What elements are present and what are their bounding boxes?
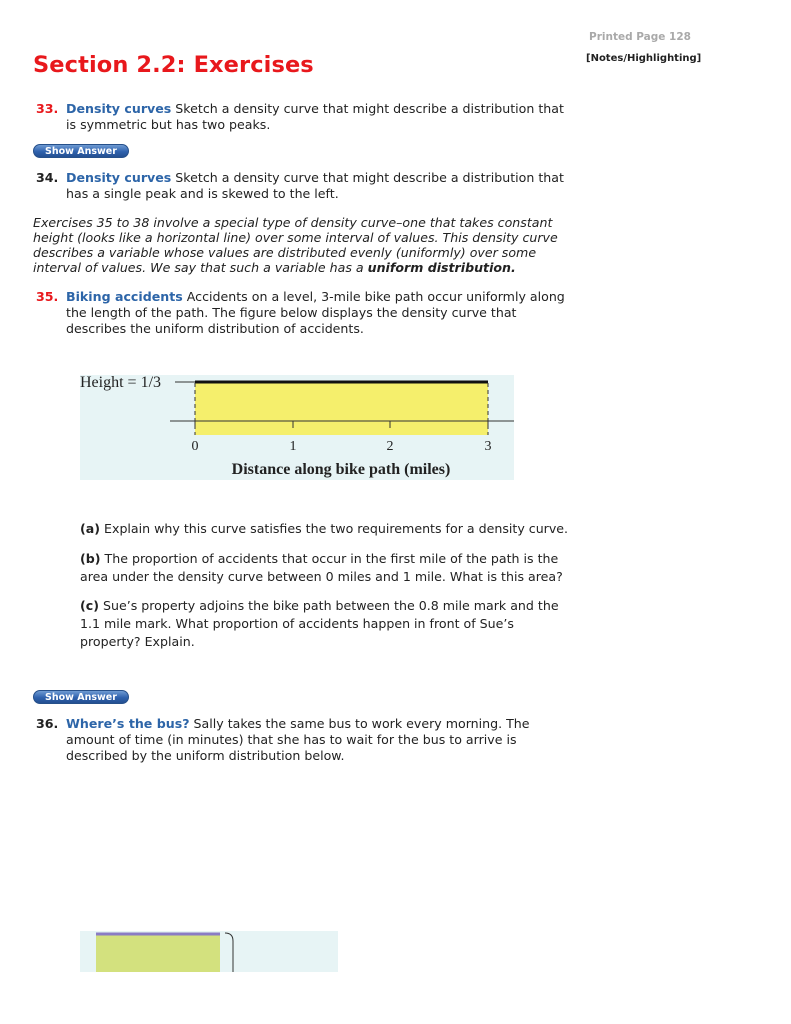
tick-label-3: 3 bbox=[484, 439, 492, 454]
x-axis-label: Distance along bike path (miles) bbox=[231, 461, 451, 478]
exercise-text: Sketch a density curve that might describe a distribution that is symmetric but has two peaks. bbox=[66, 101, 564, 132]
printed-page-number: Printed Page 128 bbox=[589, 31, 691, 43]
density-area bbox=[195, 382, 488, 435]
uniform-density-figure bbox=[80, 375, 514, 480]
exercise-35-part-c bbox=[80, 597, 575, 651]
exercise-number: 36. bbox=[36, 716, 59, 731]
intro-text: Exercises 35 to 38 involve a special type of density curve–one that takes constant height (looks like a horizontal line) over some interval of values. This density curve describes a variable whose values are distributed evenly (uniformly) over some interval of values. We say that such a variable has a bbox=[33, 215, 558, 275]
exercise-number: 33. bbox=[36, 101, 59, 116]
exercise-35-part-a bbox=[80, 520, 575, 538]
exercise-text: Sketch a density curve that might describe a distribution that has a single peak and is skewed to the left. bbox=[66, 170, 564, 201]
exercise-33 bbox=[36, 101, 576, 133]
part-text: Sue’s property adjoins the bike path between the 0.8 mile mark and the 1.1 mile mark. What proportion of accidents happen in front of Sue’s property? Explain. bbox=[80, 598, 559, 649]
tick-label-0: 0 bbox=[191, 439, 199, 454]
section-title: Section 2.2: Exercises bbox=[33, 52, 314, 78]
uniform-distribution-intro bbox=[33, 215, 578, 275]
part-text: The proportion of accidents that occur in the first mile of the path is the area under the density curve between 0 miles and 1 mile. What is this area? bbox=[80, 551, 563, 584]
density-area bbox=[96, 933, 220, 972]
exercise-number: 34. bbox=[36, 170, 59, 185]
exercise-body bbox=[66, 289, 576, 337]
part-label: (a) bbox=[80, 521, 101, 536]
show-answer-button[interactable]: Show Answer bbox=[33, 690, 129, 704]
exercise-keyword: Biking accidents bbox=[66, 289, 183, 304]
exercise-35 bbox=[36, 289, 576, 337]
part-label: (c) bbox=[80, 598, 99, 613]
show-answer-button[interactable]: Show Answer bbox=[33, 144, 129, 158]
exercise-keyword: Where’s the bus? bbox=[66, 716, 190, 731]
part-text: Explain why this curve satisfies the two requirements for a density curve. bbox=[104, 521, 569, 536]
part-label: (b) bbox=[80, 551, 101, 566]
exercise-36 bbox=[36, 716, 576, 764]
exercise-35-part-b bbox=[80, 550, 575, 586]
exercise-text: Accidents on a level, 3-mile bike path occur uniformly along the length of the path. The figure below displays the density curve that describes the uniform distribution of accidents. bbox=[66, 289, 565, 336]
bus-wait-figure-partial bbox=[80, 931, 338, 972]
tick-label-2: 2 bbox=[386, 439, 394, 454]
exercise-body bbox=[66, 170, 576, 202]
height-label: Height = 1/3 bbox=[80, 375, 162, 391]
exercise-body bbox=[66, 101, 576, 133]
bus-wait-figure-svg bbox=[80, 931, 338, 972]
exercise-body bbox=[66, 716, 576, 764]
tick-label-1: 1 bbox=[289, 439, 297, 454]
notes-highlighting-link[interactable]: [Notes/Highlighting] bbox=[586, 53, 702, 64]
exercise-keyword: Density curves bbox=[66, 170, 172, 185]
exercise-text: Sally takes the same bus to work every morning. The amount of time (in minutes) that she has to wait for the bus to arrive is described by the uniform distribution below. bbox=[66, 716, 530, 763]
uniform-density-svg bbox=[80, 375, 514, 480]
exercise-keyword: Density curves bbox=[66, 101, 172, 116]
exercise-number: 35. bbox=[36, 289, 59, 304]
bracket-line bbox=[225, 933, 233, 972]
intro-bold-term: uniform distribution. bbox=[367, 260, 516, 275]
exercise-34 bbox=[36, 170, 576, 202]
